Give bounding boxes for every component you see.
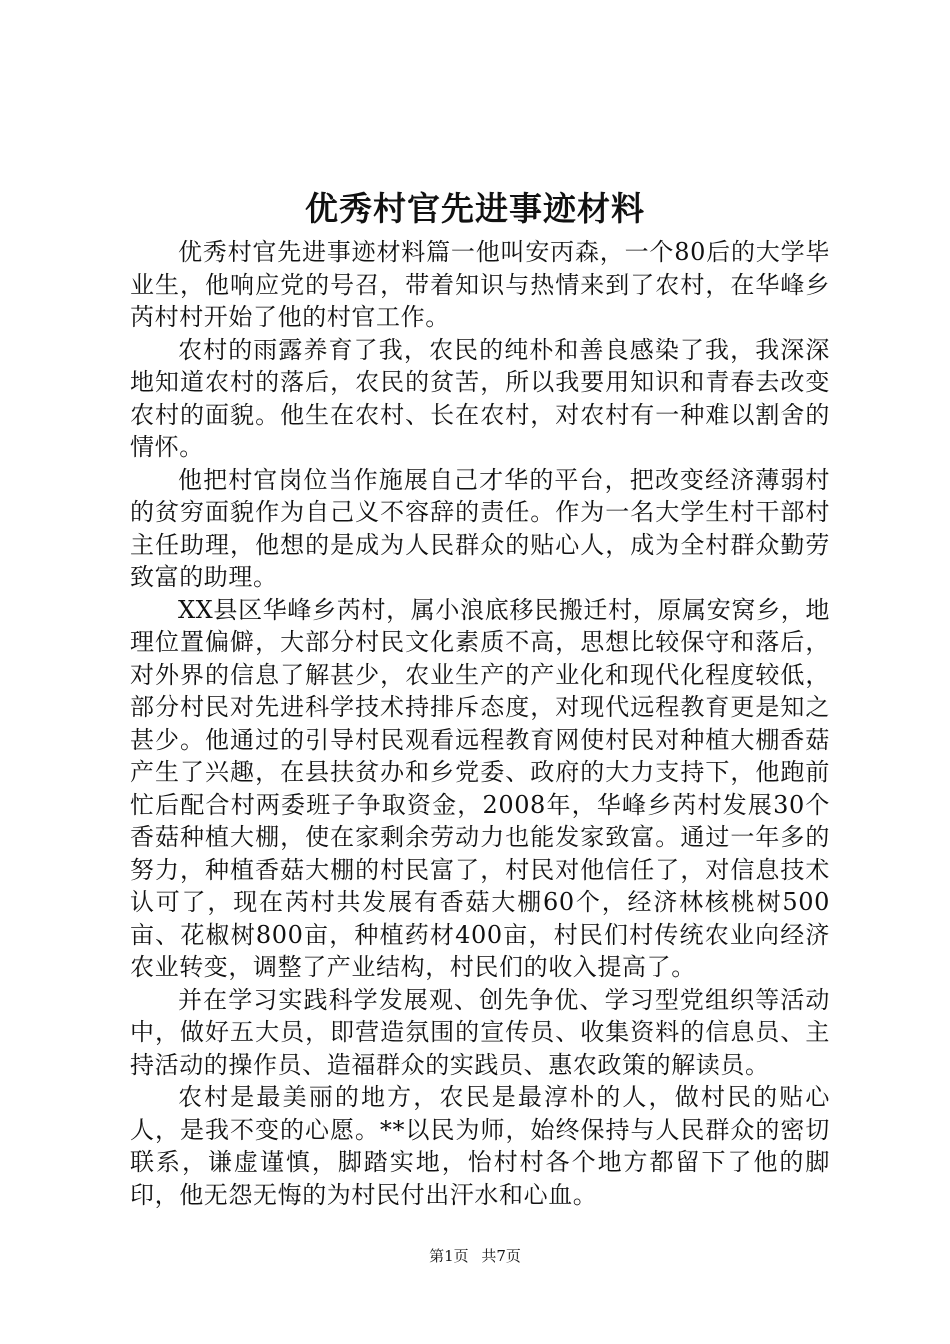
paragraph: 农村是最美丽的地方，农民是最淳朴的人，做村民的贴心人，是我不变的心愿。**以民为师，始终保持与人民群众的密切联系，谦虚谨慎，脚踏实地，怡村村各个地方都留下了他的脚印，他无怨无悔的为村民付出汗水和心血。	[130, 1083, 830, 1209]
paragraph: 并在学习实践科学发展观、创先争优、学习型党组织等活动中，做好五大员，即营造氛围的宣传员、收集资料的信息员、主持活动的操作员、造福群众的实践员、惠农政策的解读员。	[130, 985, 830, 1079]
paragraph: XX县区华峰乡芮村，属小浪底移民搬迁村，原属安窝乡，地理位置偏僻，大部分村民文化素质不高，思想比较保守和落后，对外界的信息了解甚少，农业生产的产业化和现代化程度较低，部分村民对先进科学技术持排斥态度，对现代远程教育更是知之甚少。他通过的引导村民观看远程教育网使村民对种植大棚香菇产生了兴趣，在县扶贫办和乡党委、政府的大力支持下，他跑前忙后配合村两委班子争取资金，2008年，华峰乡芮村发展30个香菇种植大棚，使在家剩余劳动力也能发家致富。通过一年多的努力，种植香菇大棚的村民富了，村民对他信任了，对信息技术认可了，现在芮村共发展有香菇大棚60个，经济林核桃树500亩、花椒树800亩，种植药材400亩，村民们村传统农业向经济农业转变，调整了产业结构，村民们的收入提高了。	[130, 595, 830, 981]
page-total: 共7页	[481, 1247, 521, 1265]
document-title: 优秀村官先进事迹材料	[305, 189, 645, 228]
paragraph: 优秀村官先进事迹材料篇一他叫安丙森，一个80后的大学毕业生，他响应党的号召，带着知识与热情来到了农村，在华峰乡芮村村开始了他的村官工作。	[130, 238, 830, 331]
document-body	[130, 236, 830, 1211]
page-number: 第1页	[429, 1247, 469, 1265]
page-footer	[0, 1246, 950, 1266]
paragraph: 他把村官岗位当作施展自己才华的平台，把改变经济薄弱村的贫穷面貌作为自己义不容辞的责任。作为一名大学生村干部村主任助理，他想的是成为人民群众的贴心人，成为全村群众勤劳致富的助理。	[130, 465, 830, 591]
paragraph: 农村的雨露养育了我，农民的纯朴和善良感染了我，我深深地知道农村的落后，农民的贫苦，所以我要用知识和青春去改变农村的面貌。他生在农村、长在农村，对农村有一种难以割舍的情怀。	[130, 335, 830, 461]
